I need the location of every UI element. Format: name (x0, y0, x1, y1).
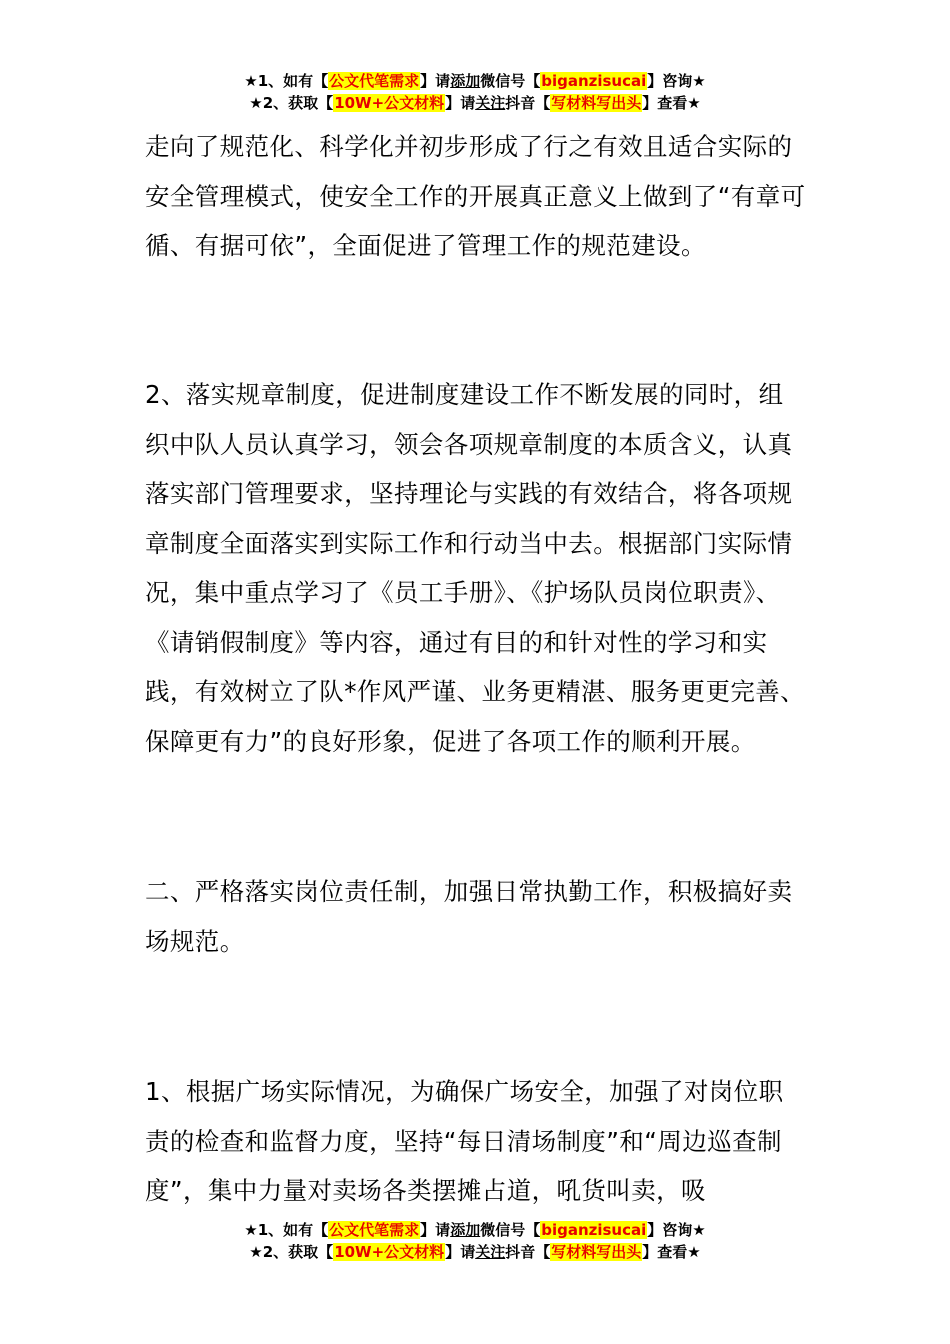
footer-line-1: ★1、如有【公文代笔需求】请添加微信号【biganzisucai】咨询★ (244, 1221, 706, 1239)
highlight-materials: 10W+公文材料 (334, 1243, 445, 1261)
header-banner (0, 70, 950, 114)
highlight-wechat-id: biganzisucai (541, 72, 647, 90)
highlight-materials: 10W+公文材料 (334, 94, 445, 112)
header-line-1: ★1、如有【公文代笔需求】请添加微信号【biganzisucai】咨询★ (244, 72, 706, 90)
highlight-service: 公文代笔需求 (329, 72, 420, 90)
footer-line-2: ★2、获取【10W+公文材料】请关注抖音【写材料写出头】查看★ (249, 1243, 701, 1261)
footer-banner (0, 1219, 950, 1263)
highlight-wechat-id: biganzisucai (541, 1221, 647, 1239)
highlight-service: 公文代笔需求 (329, 1221, 420, 1239)
paragraph-plaza-inspection: 1、根据广场实际情况，为确保广场安全，加强了对岗位职责的检查和监督力度，坚持“每日清场制度”和“周边巡查制度”，集中力量对卖场各类摆摊占道，吼货叫卖，吸 (145, 1077, 784, 1205)
highlight-douyin-account: 写材料写出头 (551, 94, 642, 112)
section-heading-two: 二、严格落实岗位责任制，加强日常执勤工作，积极搞好卖场规范。 (145, 877, 793, 956)
header-line-2: ★2、获取【10W+公文材料】请关注抖音【写材料写出头】查看★ (249, 94, 701, 112)
highlight-douyin-account: 写材料写出头 (551, 1243, 642, 1261)
paragraph-safety-management: 走向了规范化、科学化并初步形成了行之有效且适合实际的安全管理模式，使安全工作的开展真正意义上做到了“有章可循、有据可依”，全面促进了管理工作的规范建设。 (145, 132, 806, 260)
paragraph-implement-rules: 2、落实规章制度，促进制度建设工作不断发展的同时，组织中队人员认真学习，领会各项规章制度的本质含义，认真落实部门管理要求，坚持理论与实践的有效结合，将各项规章制度全面落实到实际工作和行动当中去。根据部门实际情况，集中重点学习了《员工手册》、《护场队员岗位职责》、《请销假制度》等内容，通过有目的和针对性的学习和实践，有效树立了队*作风严谨、业务更精湛、服务更更完善、保障更有力”的良好形象，促进了各项工作的顺利开展。 (145, 380, 806, 756)
